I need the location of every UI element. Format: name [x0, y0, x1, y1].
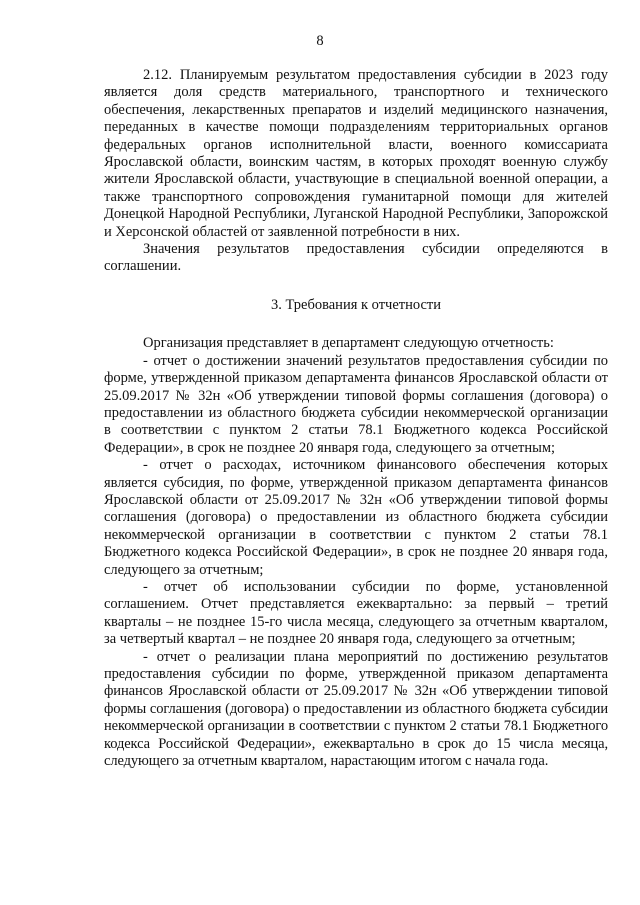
document-body [104, 67, 608, 770]
report-item-usage: - отчет об использовании субсидии по форме, установленной соглашением. Отчет представляется ежеквартально: за первый – третий кварталы – не позднее 15-го числа месяца, следующего за отчетным кварталом, за четвертый квартал – не позднее 20 января года, следующего за отчетным; [104, 578, 608, 648]
section-heading-reporting: 3. Требования к отчетности [270, 296, 442, 313]
page-number: 8 [316, 33, 324, 49]
report-item-expenses: - отчет о расходах, источником финансового обеспечения которых является субсидия, по форме, утвержденной приказом департамента финансов Ярославской области от 25.09.2017 № 32н «Об утверждении типовой формы соглашения (договора) о предоставлении из областного бюджета субсидии некоммерческой организации в соответствии с пунктом 2 статьи 78.1 Бюджетного кодекса Российской Федерации», в срок не позднее 20 января года, следующего за отчетным; [104, 457, 608, 578]
report-item-results: - отчет о достижении значений результатов предоставления субсидии по форме, утвержденной приказом департамента финансов Ярославской области от 25.09.2017 № 32н «Об утверждении типовой формы соглашения (договора) о предоставлении из областного бюджета субсидии некоммерческой организации в соответствии с пунктом 2 статьи 78.1 Бюджетного кодекса Российской Федерации», в срок не позднее 20 января года, следующего за отчетным; [104, 352, 608, 456]
paragraph-result-values: Значения результатов предоставления субсидии определяются в соглашении. [104, 241, 608, 275]
report-item-plan: - отчет о реализации плана мероприятий по достижению результатов предоставления субсидии по форме, утвержденной приказом департамента финансов Ярославской области от 25.09.2017 № 32н «Об утверждении типовой формы соглашения (договора) о предоставлении из областного бюджета субсидии некоммерческой организации в соответствии с пунктом 2 статьи 78.1 Бюджетного кодекса Российской Федерации», ежеквартально в срок до 15 числа месяца, следующего за отчетным кварталом, нарастающим итогом с начала года. [104, 648, 608, 770]
reporting-intro: Организация представляет в департамент следующую отчетность: [143, 335, 554, 352]
paragraph-2-12: 2.12. Планируемым результатом предоставления субсидии в 2023 году является доля средств материального, транспортного и технического обеспечения, лекарственных препаратов и изделий медицинского назначения, переданных в качестве помощи подразделениям территориальных органов федеральных органов исполнительной власти, военного комиссариата Ярославской области, воинским частям, в которых проходят военную службу жители Ярославской области, участвующие в специальной военной операции, а также транспортного сопровождения гуманитарной помощи для жителей Донецкой Народной Республики, Луганской Народной Республики, Запорожской и Херсонской областей от заявленной потребности в них. [104, 67, 608, 240]
